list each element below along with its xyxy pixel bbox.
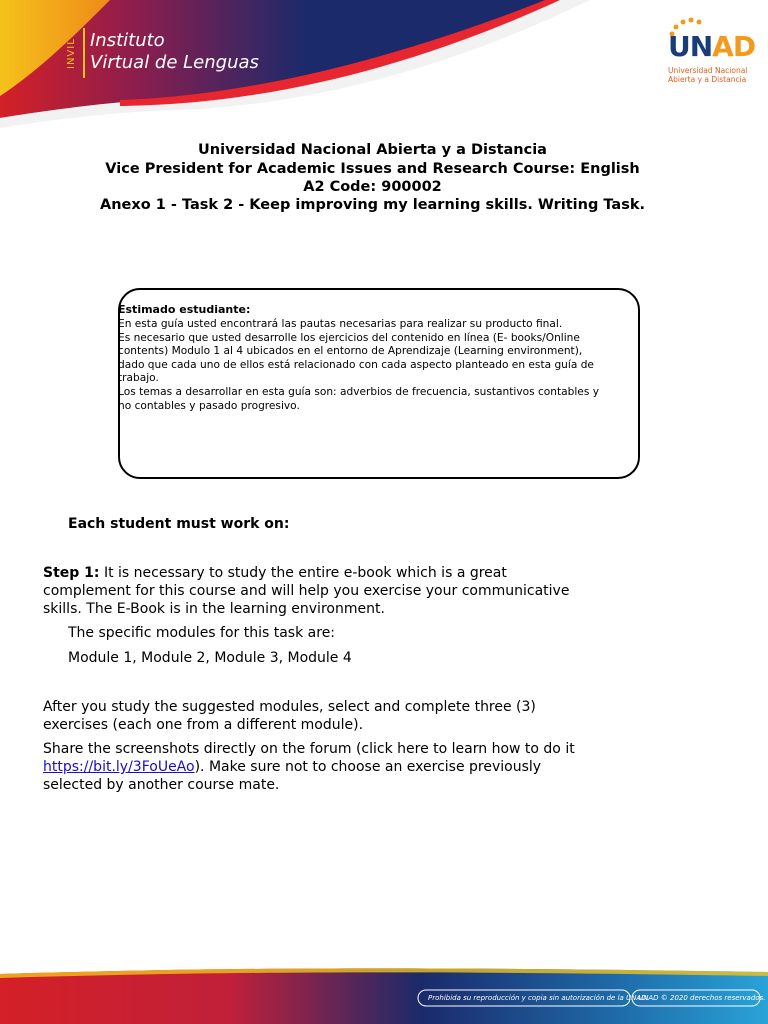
notice-line: dado que cada uno de ellos está relacionado con cada aspecto planteado en esta guía de	[118, 359, 594, 371]
ivl-title-line1: Instituto	[90, 30, 165, 51]
unad-logo	[668, 30, 755, 63]
unad-logo-accent: AD	[712, 30, 756, 63]
notice-line: En esta guía usted encontrará las pautas necesarias para realizar su producto final.	[118, 318, 563, 330]
notice-line: contents) Modulo 1 al 4 ubicados en el entorno de Aprendizaje (Learning environment),	[118, 345, 583, 357]
unad-logo-main: UN	[668, 30, 713, 63]
modules-list: Module 1, Module 2, Module 3, Module 4	[68, 650, 352, 666]
forum-guide-link[interactable]: https://bit.ly/3FoUeAo	[43, 759, 195, 775]
modules-intro: The specific modules for this task are:	[68, 625, 336, 641]
step1-paragraph-line1	[43, 565, 507, 581]
footer-left-notice: Prohibida su reproducción y copia sin autorización de la UNAD.	[428, 994, 649, 1002]
notice-line: Los temas a desarrollar en esta guía son: adverbios de frecuencia, sustantivos contables y	[118, 386, 599, 398]
step1-text: It is necessary to study the entire e-book which is a great	[99, 565, 507, 581]
step1-paragraph-line3: skills. The E-Book is in the learning environment.	[43, 601, 385, 617]
share-text: ). Make sure not to choose an exercise previously	[194, 759, 542, 775]
step1-label: Step 1:	[43, 565, 100, 581]
ivl-title-line2: Virtual de Lenguas	[90, 52, 259, 73]
notice-line: Es necesario que usted desarrolle los ejercicios del contenido en línea (E- books/Online	[118, 332, 580, 344]
footer-right-notice: UNAD © 2020 derechos reservados.	[638, 994, 766, 1002]
after-paragraph-line1: After you study the suggested modules, select and complete three (3)	[43, 699, 536, 715]
notice-line: no contables y pasado progresivo.	[118, 400, 300, 412]
each-student-heading: Each student must work on:	[68, 516, 290, 532]
share-paragraph-line3: selected by another course mate.	[43, 777, 280, 793]
ivl-vertical-label: INVIL	[66, 38, 77, 70]
step1-paragraph-line2: complement for this course and will help you exercise your communicative	[43, 583, 570, 599]
ivl-divider	[83, 28, 85, 78]
after-paragraph-line2: exercises (each one from a different module).	[43, 717, 364, 733]
notice-heading: Estimado estudiante:	[118, 303, 251, 316]
share-paragraph-line2	[43, 759, 541, 775]
unad-subtitle-line1: Universidad Nacional	[668, 66, 748, 75]
share-paragraph-line1: Share the screenshots directly on the forum (click here to learn how to do it	[43, 741, 575, 757]
doc-title-line1: Universidad Nacional Abierta y a Distancia	[198, 142, 547, 158]
doc-title-line3: A2 Code: 900002	[303, 179, 442, 195]
notice-box	[118, 288, 640, 479]
doc-title-line4: Anexo 1 - Task 2 - Keep improving my learning skills. Writing Task.	[100, 197, 645, 213]
unad-subtitle-line2: Abierta y a Distancia	[668, 75, 747, 84]
doc-title-line2: Vice President for Academic Issues and Research Course: English	[105, 161, 640, 177]
notice-line: trabajo.	[118, 372, 159, 384]
